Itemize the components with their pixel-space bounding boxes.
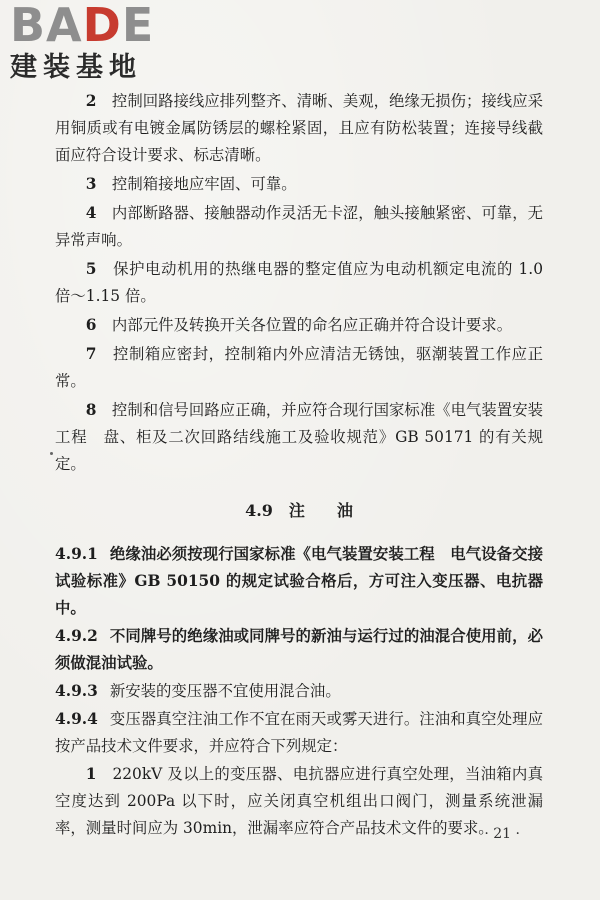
item-number: 1	[85, 765, 97, 783]
clause-text: 新安装的变压器不宜使用混合油。	[109, 682, 341, 700]
logo-letters-ba: BA	[10, 0, 83, 52]
item-number: 4	[85, 204, 97, 222]
list-item	[55, 200, 543, 254]
clause-number: 4.9.1	[55, 545, 98, 563]
page-content	[55, 88, 543, 844]
clause-number: 4.9.4	[55, 710, 98, 728]
clause-item	[55, 541, 543, 622]
item-text: 内部断路器、接触器动作灵活无卡涩，触头接触紧密、可靠，无异常声响。	[55, 204, 543, 249]
logo-letter-e: E	[121, 0, 155, 52]
item-text: 内部元件及转换开关各位置的命名应正确并符合设计要求。	[111, 316, 513, 334]
section-title: 4.9 注 油	[245, 501, 353, 520]
list-item	[55, 171, 543, 198]
list-item	[55, 88, 543, 169]
bade-logo	[10, 2, 180, 88]
item-number: 5	[85, 260, 97, 278]
item-text: 保护电动机用的热继电器的整定值应为电动机额定电流的 1.0 倍～1.15 倍。	[55, 260, 543, 305]
list-item	[55, 312, 543, 339]
logo-subtitle: 建装基地	[10, 52, 142, 83]
item-number: 6	[85, 316, 97, 334]
clause-number: 4.9.3	[55, 682, 98, 700]
page-number: · 21 ·	[484, 826, 520, 842]
item-text: 控制回路接线应排列整齐、清晰、美观，绝缘无损伤；接线应采用铜质或有电镀金属防锈层的螺栓紧固，且应有防松装置；连接导线截面应符合设计要求、标志清晰。	[55, 92, 543, 164]
clause-item	[55, 706, 543, 760]
clause-text: 变压器真空注油工作不宜在雨天或雾天进行。注油和真空处理应按产品技术文件要求，并应符合下列规定：	[55, 710, 543, 755]
scan-speck	[50, 452, 53, 455]
logo-wordmark	[10, 0, 180, 52]
list-item	[55, 256, 543, 310]
list-item	[55, 761, 543, 842]
clause-item	[55, 678, 543, 705]
item-number: 7	[85, 345, 97, 363]
item-text: 控制箱接地应牢固、可靠。	[111, 175, 297, 193]
clause-text: 绝缘油必须按现行国家标准《电气装置安装工程 电气设备交接试验标准》GB 50150 的规定试验合格后，方可注入变压器、电抗器中。	[55, 545, 543, 617]
item-number: 8	[85, 401, 97, 419]
item-text: 控制和信号回路应正确，并应符合现行国家标准《电气装置安装工程 盘、柜及二次回路结线施工及验收规范》GB 50171 的有关规定。	[55, 401, 543, 473]
logo-letter-d: D	[82, 0, 122, 52]
item-text: 220kV 及以上的变压器、电抗器应进行真空处理，当油箱内真空度达到 200Pa 以下时，应关闭真空机组出口阀门，测量系统泄漏率，测量时间应为 30min，泄漏率应符合产品技术文件的要求。	[55, 765, 543, 837]
list-item	[55, 341, 543, 395]
list-item	[55, 397, 543, 478]
item-number: 2	[85, 92, 97, 110]
item-text: 控制箱应密封，控制箱内外应清洁无锈蚀，驱潮装置工作应正常。	[55, 345, 543, 390]
clause-text: 不同牌号的绝缘油或同牌号的新油与运行过的油混合使用前，必须做混油试验。	[55, 627, 543, 672]
clause-item	[55, 623, 543, 677]
item-number: 3	[85, 175, 97, 193]
clause-number: 4.9.2	[55, 627, 98, 645]
